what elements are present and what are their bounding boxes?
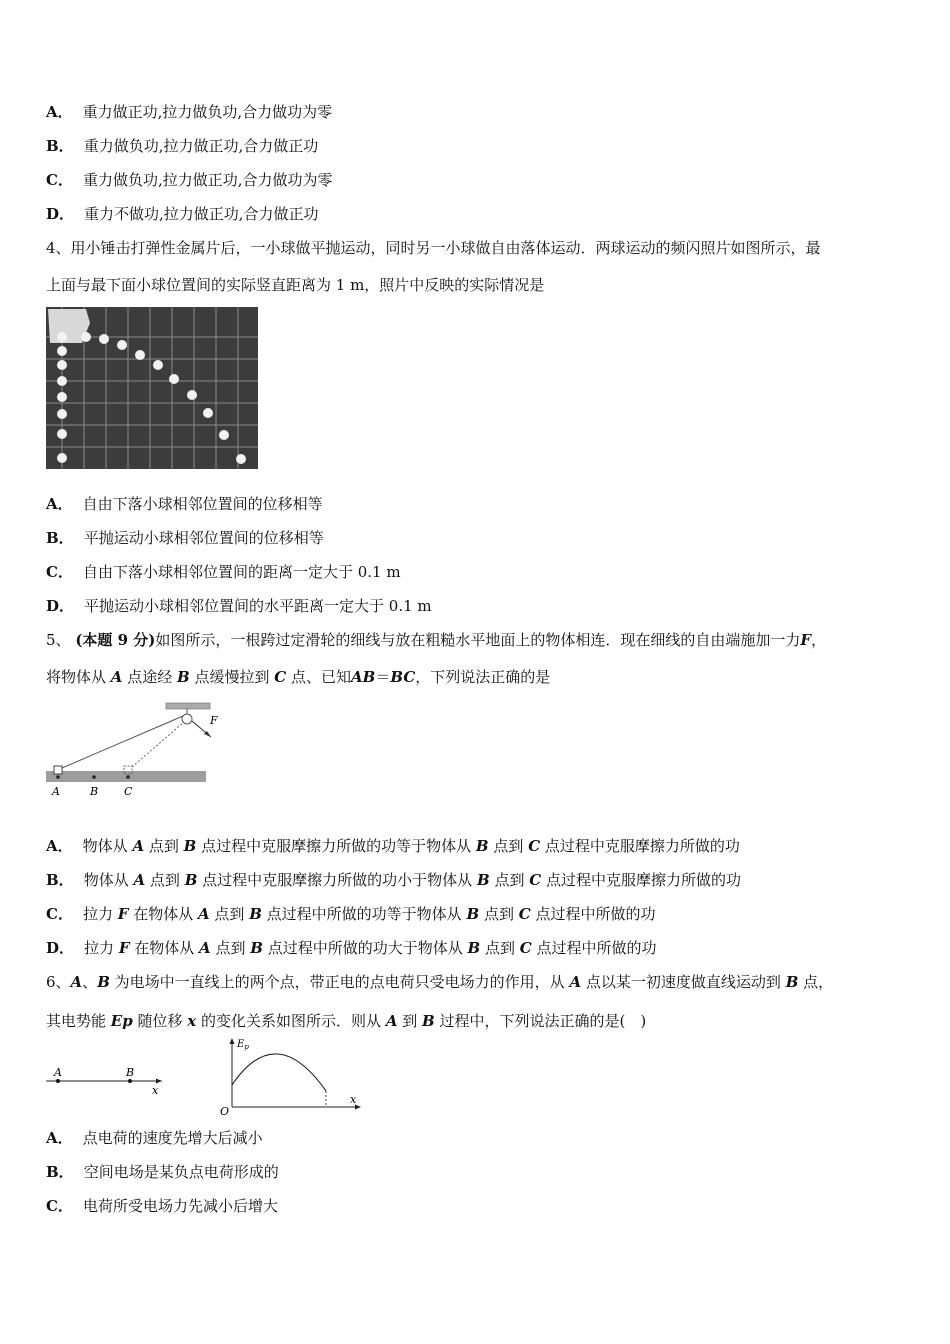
label-c: C [124, 785, 133, 798]
block-at-a [54, 766, 62, 774]
q6-line-ab-figure [44, 1060, 169, 1096]
axis-arrowhead [156, 1079, 162, 1084]
q6-option-a: A． 点电荷的速度先增大后减小 [46, 1129, 263, 1147]
label-f: F [210, 714, 218, 727]
q6-stem-line1: 6、A、B 为电场中一直线上的两个点，带正电的点电荷只受电场力的作用，从 A 点以某一初速度做直线运动到 B 点， [46, 973, 834, 991]
rough-ground [46, 771, 206, 782]
label-x-axis: x [350, 1093, 357, 1106]
point-a [56, 1079, 60, 1083]
ceiling-mount [166, 703, 210, 709]
point-b [92, 775, 96, 779]
q6-stem-line2: 其电势能 Ep 随位移 x 的变化关系如图所示．则从 A 到 B 过程中，下列说法正确的是( ) [46, 1012, 647, 1030]
q4-option-c: C． 自由下落小球相邻位置间的距离一定大于 0.1 m [46, 563, 401, 581]
rope-from-a [62, 716, 183, 768]
q3-option-d: D． 重力不做功,拉力做正功,合力做正功 [46, 205, 319, 223]
label-ep: $E_p$ [237, 1039, 249, 1051]
label-a: A [52, 785, 60, 798]
point-b [128, 1079, 132, 1083]
q5-stem-line2: 将物体从 A 点途经 B 点缓慢拉到 C 点、已知AB＝BC，下列说法正确的是 [46, 668, 551, 686]
q4-stem-line1: 4、用小锤击打弹性金属片后，一小球做平抛运动，同时另一小球做自由落体运动．两球运动的频闪照片如图所示，最 [46, 239, 821, 257]
q3-option-b: B． 重力做负功,拉力做正功,合力做正功 [46, 137, 319, 155]
q3-option-a: A． 重力做正功,拉力做负功,合力做功为零 [46, 103, 333, 121]
label-a: A [54, 1066, 62, 1079]
rope-from-c-dashed [132, 722, 184, 767]
q5-option-b: B． 物体从 A 点到 B 点过程中克服摩擦力所做的功小于物体从 B 点到 C 点过程中克服摩擦力所做的功 [46, 871, 741, 889]
label-b: B [126, 1066, 135, 1079]
q3-option-c: C． 重力做负功,拉力做正功,合力做功为零 [46, 171, 333, 189]
label-origin: O [220, 1105, 230, 1118]
q5-stem-line1: 5、 (本题 9 分)如图所示，一根跨过定滑轮的细线与放在粗糙水平地面上的物体相连．现在细线的自由端施加一力F， [46, 631, 827, 649]
q5-option-c: C． 拉力 F 在物体从 A 点到 B 点过程中所做的功等于物体从 B 点到 C 点过程中所做的功 [46, 905, 656, 923]
point-c [126, 775, 130, 779]
q4-strobe-photo [46, 307, 258, 469]
q6-option-c: C． 电荷所受电场力先减小后增大 [46, 1197, 278, 1215]
q4-option-a: A． 自由下落小球相邻位置间的位移相等 [46, 495, 323, 513]
ep-axis-arrowhead [230, 1038, 235, 1044]
q5-option-d: D． 拉力 F 在物体从 A 点到 B 点过程中所做的功大于物体从 B 点到 C 点过程中所做的功 [46, 939, 657, 957]
q6-option-b: B． 空间电场是某负点电荷形成的 [46, 1163, 279, 1181]
ep-curve [232, 1054, 326, 1091]
q4-option-d: D． 平抛运动小球相邻位置间的水平距离一定大于 0.1 m [46, 597, 432, 615]
point-a [56, 775, 60, 779]
q5-option-a: A． 物体从 A 点到 B 点过程中克服摩擦力所做的功等于物体从 B 点到 C 点过程中克服摩擦力所做的功 [46, 837, 740, 855]
q6-ep-x-graph [216, 1035, 366, 1117]
q4-stem-line2: 上面与最下面小球位置间的实际竖直距离为 1 m，照片中反映的实际情况是 [46, 276, 545, 294]
q4-option-b: B． 平抛运动小球相邻位置间的位移相等 [46, 529, 324, 547]
label-x: x [152, 1084, 159, 1097]
q5-pulley-figure [46, 700, 218, 800]
label-b: B [90, 785, 99, 798]
